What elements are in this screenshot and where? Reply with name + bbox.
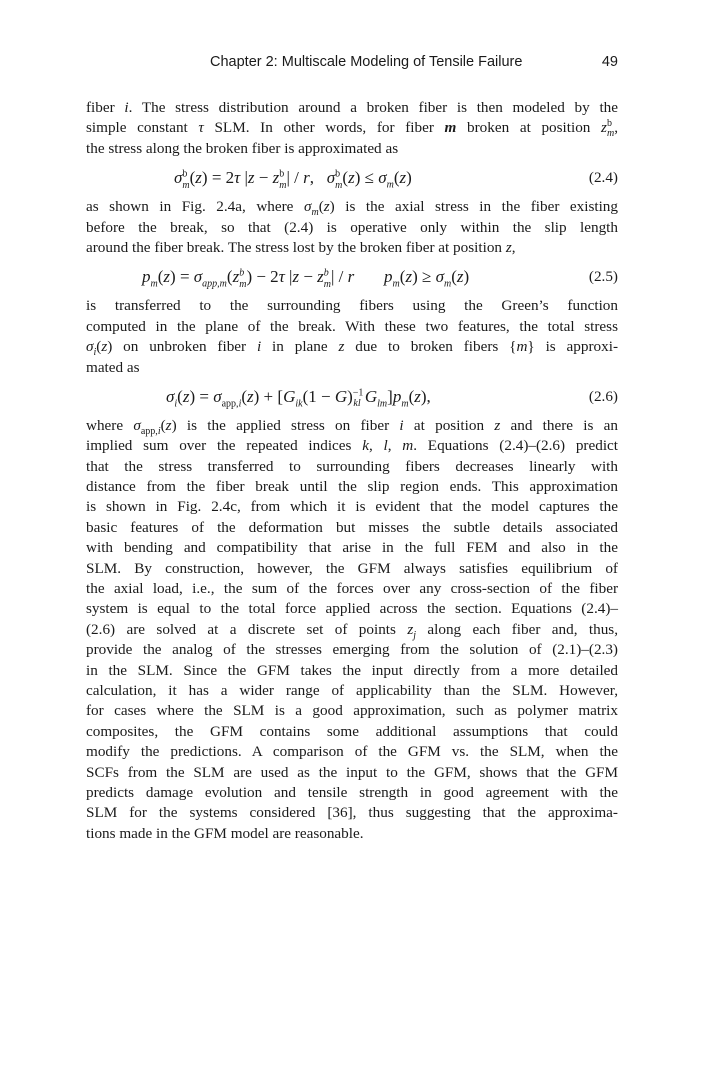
running-header	[86, 54, 618, 74]
chapter-title: Chapter 2: Multiscale Modeling of Tensile Failure	[210, 54, 523, 70]
equation-2-5	[86, 258, 618, 296]
text-line: provide the analog of the stresses emerging from the solution of (2.1)–(2.3)	[86, 641, 618, 659]
equation-number: (2.5)	[588, 268, 618, 286]
text-line: with bending and compatibility that arise in the full FEM and also in the	[86, 539, 618, 557]
text-line: simple constant τ SLM. In other words, for fiber m broken at position $z^b_m$,	[86, 118, 618, 140]
text-line: implied sum over the repeated indices k, l, m. Equations (2.4)–(2.6) predict	[86, 437, 618, 455]
text-line: the stress along the broken fiber is approximated as	[86, 139, 399, 157]
paragraph-3	[86, 296, 618, 378]
equation-number: (2.4)	[588, 169, 618, 187]
text-line: $\sigma_i(z)$ on unbroken fiber i in plane z due to broken fibers {m} is approxi-	[86, 338, 618, 359]
text-line: basic features of the deformation but misses the subtle details associated	[86, 518, 618, 536]
text-line: predicts damage evolution and tensile strength in good agreement with the	[86, 783, 618, 801]
text-line: SCFs from the SLM are used as the input to the GFM, shows that the GFM	[86, 763, 618, 781]
equation-expression: $\sigma_i(z) = \sigma_{app,i}(z) + [G_{ik}(1 - G)^{-1}_{kl}$ $G_{lm}]p_m(z)$,	[166, 386, 431, 410]
text-line: the axial load, i.e., the sum of the forces over any cross-section of the fiber	[86, 580, 618, 598]
text-line: fiber i. The stress distribution around a broken fiber is then modeled by the	[86, 99, 618, 116]
text-line: for cases where the SLM is a good approximation, such as polymer matrix	[86, 702, 618, 720]
text-line: modify the predictions. A comparison of the GFM vs. the SLM, when the	[86, 743, 618, 761]
text-line: calculation, it has a wider range of applicability than the SLM. However,	[86, 681, 618, 699]
text-line: tions made in the GFM model are reasonable.	[86, 824, 364, 842]
text-line: in the SLM. Since the GFM takes the input directly from a more detailed	[86, 661, 618, 679]
page-number: 49	[601, 54, 618, 70]
text-line: SLM for the systems considered [36], thus suggesting that the approxima-	[86, 804, 618, 822]
equation-number: (2.6)	[588, 387, 618, 405]
equation-expression: $\sigma^b_m(z) = 2\tau$ $|z - z^b_m| / r$, $\sigma^b_m(z) \le \sigma_m(z)$	[174, 168, 412, 191]
text-line: SLM. By construction, however, the GFM always satisfies equilibrium of	[86, 559, 618, 577]
text-line: composites, the GFM contains some additional assumptions that could	[86, 722, 618, 740]
text-line: around the fiber break. The stress lost by the broken fiber at position z,	[86, 238, 516, 256]
text-line: distance from the fiber break until the slip region ends. This approximation	[86, 478, 618, 496]
text-line: as shown in Fig. 2.4a, where $\sigma_m(z)$ is the axial stress in the fiber existing	[86, 198, 618, 219]
text-line: that the stress transferred to surrounding fibers decreases linearly with	[86, 457, 618, 475]
text-line: is shown in Fig. 2.4c, from which it is evident that the model captures the	[86, 498, 618, 516]
paragraph-4	[86, 416, 618, 844]
text-line: where $\sigma_{app,i}(z)$ is the applied stress on fiber i at position z and there is an	[86, 416, 618, 437]
text-line: (2.6) are solved at a discrete set of points $z_j$ along each fiber and, thus,	[86, 620, 618, 641]
paragraph-1	[86, 98, 618, 159]
text-line: before the break, so that (2.4) is operative only within the slip length	[86, 218, 618, 236]
text-line: computed in the plane of the break. With these two features, the total stress	[86, 317, 618, 335]
equation-2-4	[86, 159, 618, 197]
text-line: is transferred to the surrounding fibers using the Green’s function	[86, 297, 618, 315]
equation-2-6	[86, 378, 618, 416]
body-text	[86, 98, 618, 844]
paragraph-2	[86, 197, 618, 258]
text-line: system is equal to the total force applied across the section. Equations (2.4)–	[86, 600, 618, 618]
text-line: mated as	[86, 358, 140, 376]
equation-expression: $p_m(z) = \sigma_{app,m}(z^b_m) - 2\tau$ $|z - z^b_m| / r$ $p_m(z) \ge \sigma_m(z)$	[142, 267, 470, 290]
